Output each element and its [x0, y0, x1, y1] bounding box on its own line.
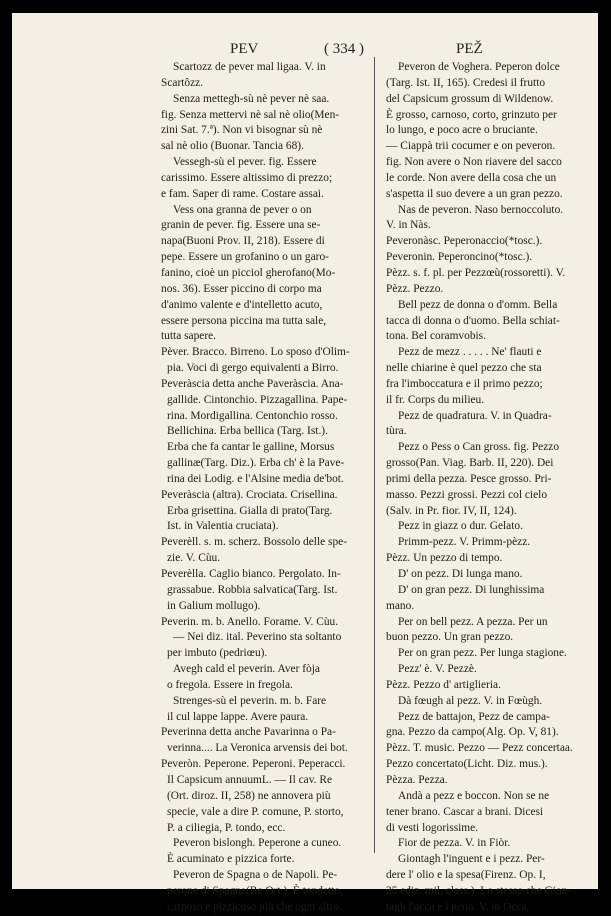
- text-line: Peveronin. Peperoncino(*tosc.).: [386, 251, 533, 264]
- text-line: Vessegh-sù el pever. fig. Essere: [173, 156, 317, 169]
- text-line: specie, vale a dire P. comune, P. storto,: [167, 805, 344, 818]
- text-line: V. in Nàs.: [386, 219, 431, 232]
- text-line: Peveron de Voghera. Peperon dolce: [398, 61, 560, 73]
- text-line: Per on gran pezz. Per lunga stagione.: [398, 647, 567, 660]
- text-line: verinna.... La Veronica arvensis dei bot.: [167, 742, 348, 755]
- text-line: Pèzz. T. music. Pezzo — Pezz concertaa.: [386, 742, 573, 755]
- text-line: Pezz' è. V. Pezzè.: [398, 663, 477, 676]
- text-line: fig. Non avere o Non riavere del sacco: [386, 156, 562, 169]
- text-line: Pezz in giazz o dur. Gelato.: [398, 520, 523, 533]
- text-line: Dà fœugh al pezz. V. in Fœùgh.: [398, 694, 543, 707]
- text-line: Nas de peveron. Naso bernoccoluto.: [398, 203, 564, 216]
- text-line: pepe. Essere un grofanino o un garo-: [161, 251, 329, 264]
- text-line: del Capsicum grossum di Wildenow.: [386, 92, 554, 105]
- text-line: (Salv. in Pr. fior. IV, II, 124).: [386, 504, 517, 517]
- text-line: Peveronàsc. Peperonaccio(*tosc.).: [386, 235, 543, 248]
- text-line: il fr. Corps du milieu.: [386, 393, 485, 406]
- text-line: tener brano. Cascar a brani. Dicesi: [386, 805, 544, 818]
- text-line: zie. V. Cùu.: [167, 552, 221, 565]
- text-line: Pezz de quadratura. V. in Quadra-: [398, 409, 552, 422]
- text-line: Peveron bislongh. Peperone a cuneo.: [173, 837, 342, 850]
- text-line: Pezzo concertato(Licht. Diz. mus.).: [386, 758, 548, 771]
- text-line: Pèzz. s. f. pl. per Pezzœù(rossoretti). V.: [386, 266, 566, 279]
- text-line: D' on pezz. Di lunga mano.: [398, 568, 523, 580]
- text-line: Per on bell pezz. A pezza. Per un: [398, 615, 548, 628]
- text-line: Giontagh l'inguent e i pezz. Per-: [398, 853, 545, 866]
- text-line: P. a ciliegia, P. tondo, ecc.: [167, 821, 286, 834]
- text-line: Andà a pezz e boccon. Non se ne: [398, 789, 550, 802]
- text-line: Peverèll. s. m. scherz. Bossolo delle spe-: [161, 536, 348, 549]
- text-line: fig. Senza mettervi nè sal nè olio(Men-: [161, 108, 340, 121]
- text-line: Vess ona granna de pever o on: [173, 203, 312, 216]
- text-line: fanino, cioè un picciol gherofano(Mo-: [161, 266, 336, 279]
- text-line: Erba che fa cantar le galline, Morsus: [167, 441, 335, 454]
- text-line: Peverin. m. b. Anello. Forame. V. Cùu.: [161, 615, 339, 628]
- text-line: Pèver. Bracco. Birreno. Lo sposo d'Olim-: [161, 346, 350, 359]
- page-number: ( 334 ): [324, 41, 364, 57]
- text-line: rina dei Lodig. e l'Alsine media de'bot.: [167, 472, 344, 485]
- text-line: Pèzza. Pezza.: [386, 773, 448, 786]
- text-line: (Targ. Ist. II, 165). Credesi il frutto: [386, 76, 546, 89]
- dictionary-page: [12, 13, 598, 913]
- text-line: mano.: [386, 599, 415, 612]
- text-line: nelle chiarine è quel pezzo che sta: [386, 362, 542, 375]
- text-line: sal nè olio (Buonar. Tancia 68).: [161, 140, 304, 153]
- header-left-word: PEV: [230, 41, 259, 57]
- text-line: Strenges-sù el peverin. m. b. Fare: [173, 694, 327, 707]
- text-line: Pèzz. Pezzo d' artiglieria.: [386, 678, 501, 691]
- text-line: gallide. Cintonchio. Pizzagallina. Pape-: [167, 393, 348, 406]
- text-line: primi della pezza. Pesce grosso. Pri-: [386, 472, 552, 485]
- text-line: per imbuto (pedriœu).: [167, 647, 268, 660]
- text-line: nos. 36). Esser piccino di corpo ma: [161, 282, 322, 295]
- text-line: grassabue. Robbia salvatica(Targ. Ist.: [167, 583, 338, 596]
- text-line: lo lungo, e poco acre o bruciante.: [386, 124, 538, 137]
- text-line: perone di Spagna(Re Ort.). È tondetto,: [167, 884, 343, 897]
- text-line: pia. Voci di gergo equivalenti a Birro.: [167, 362, 339, 375]
- text-line: e fam. Saper di rame. Costare assai.: [161, 187, 324, 200]
- text-line: D' on gran pezz. Di lunghissima: [398, 583, 545, 596]
- text-line: tùra.: [386, 425, 407, 438]
- text-line: gallinæ(Targ. Diz.). Erba ch' è la Pave-: [167, 457, 345, 470]
- text-line: il cul lappe lappe. Avere paura.: [167, 710, 309, 723]
- text-line: tacca di donna o d'uomo. Bella schiat-: [386, 314, 560, 327]
- text-line: Avegh cald el peverin. Aver fòja: [173, 663, 320, 676]
- text-line: Pèzz. Pezzo.: [386, 282, 444, 295]
- text-line: Erba grisettina. Gialla di prato(Targ.: [167, 504, 333, 517]
- text-line: Il Capsicum annuumL. — Il cav. Re: [167, 773, 333, 786]
- text-line: Peveràscia detta anche Paveràscia. Ana-: [161, 377, 344, 390]
- text-line: buon pezzo. Un gran pezzo.: [386, 631, 514, 644]
- text-line: tagh l'occa e i penn. V. in Òcca.: [386, 900, 530, 913]
- text-line: Primm-pezz. V. Primm-pèzz.: [398, 536, 531, 549]
- text-line: Peveron de Spagna o de Napoli. Pe-: [173, 869, 338, 882]
- text-line: Pezz de mezz . . . . . Ne' flauti e: [398, 346, 542, 359]
- text-line: d'animo valente e d'intelletto acuto,: [161, 298, 323, 311]
- text-line: dere l' olio e la spesa(Firenz. Op. I,: [386, 869, 546, 882]
- text-line: Senza mettegh-sù nè pever nè saa.: [173, 92, 330, 105]
- text-line: — Ciappà trii cocumer e on peveron.: [386, 140, 556, 153]
- text-line: gna. Pezzo da campo(Alg. Op. V, 81).: [386, 726, 559, 739]
- text-line: 25 ediz. mil. class.). Lo stesso che Gion-: [386, 884, 572, 897]
- text-line: rina. Mordigallina. Centonchio rosso.: [167, 409, 338, 422]
- text-line: Peveràscia (altra). Crociata. Crisellina.: [161, 488, 338, 501]
- text-line: Scartôzz.: [161, 76, 204, 89]
- text-line: masso. Pezzi grossi. Pezzi col cielo: [386, 488, 548, 501]
- text-line: Peverèlla. Caglio bianco. Pergolato. In-: [161, 568, 341, 580]
- text-line: carissimo. Essere altissimo di prezzo;: [161, 171, 333, 184]
- right-column: [386, 60, 590, 916]
- text-line: tona. Bel coramvobis.: [386, 330, 486, 343]
- text-line: — Nei diz. ital. Peverino sta soltanto: [173, 631, 342, 644]
- left-column: [161, 60, 361, 916]
- text-line: carnoso e pizzicoso più che ogni altro.: [167, 900, 342, 913]
- text-line: Scartozz de pever mal ligaa. V. in: [173, 61, 326, 73]
- text-line: essere persona piccina ma tutta sale,: [161, 314, 327, 327]
- text-line: Pezz o Pess o Can gross. fig. Pezzo: [398, 441, 560, 454]
- text-line: di vesti logorissime.: [386, 821, 479, 834]
- text-line: granin de pever. fig. Essere una se-: [161, 219, 321, 232]
- text-line: È grosso, carnoso, corto, grinzuto per: [386, 108, 557, 121]
- header-right-word: PEŽ: [456, 41, 483, 57]
- text-line: le corde. Non avere della cosa che un: [386, 171, 557, 184]
- text-line: Peveròn. Peperone. Peperoni. Peperacci.: [161, 758, 346, 771]
- text-line: tutta sapere.: [161, 330, 217, 343]
- text-line: o fregola. Essere in fregola.: [167, 678, 293, 691]
- text-line: È acuminato e pizzica forte.: [167, 853, 295, 866]
- text-line: grosso(Pan. Viag. Barb. II, 220). Dei: [386, 457, 554, 470]
- text-line: Pezz de battajon, Pezz de campa-: [398, 710, 550, 723]
- text-line: Bellichina. Erba bellica (Targ. Ist.).: [167, 425, 328, 438]
- text-line: Pèzz. Un pezzo di tempo.: [386, 552, 503, 565]
- text-line: Fior de pezza. V. in Fiòr.: [398, 837, 511, 850]
- text-line: napa(Buoni Prov. II, 218). Essere di: [161, 235, 325, 248]
- text-line: s'aspetta il suo devere a un gran pezzo.: [386, 187, 563, 200]
- text-line: Peverinna detta anche Pavarinna o Pa-: [161, 726, 336, 739]
- text-line: (Ort. diroz. II, 258) ne annovera più: [167, 789, 331, 802]
- text-line: zini Sat. 7.ª). Non vi bisognar sù nè: [161, 124, 323, 137]
- text-line: Bell pezz de donna o d'omm. Bella: [398, 298, 558, 311]
- column-divider: [374, 57, 375, 853]
- text-line: fra l'imboccatura e il primo pezzo;: [386, 377, 543, 390]
- text-line: in Galium mollugo).: [167, 599, 261, 612]
- text-line: Ist. in Valentia cruciata).: [167, 520, 279, 533]
